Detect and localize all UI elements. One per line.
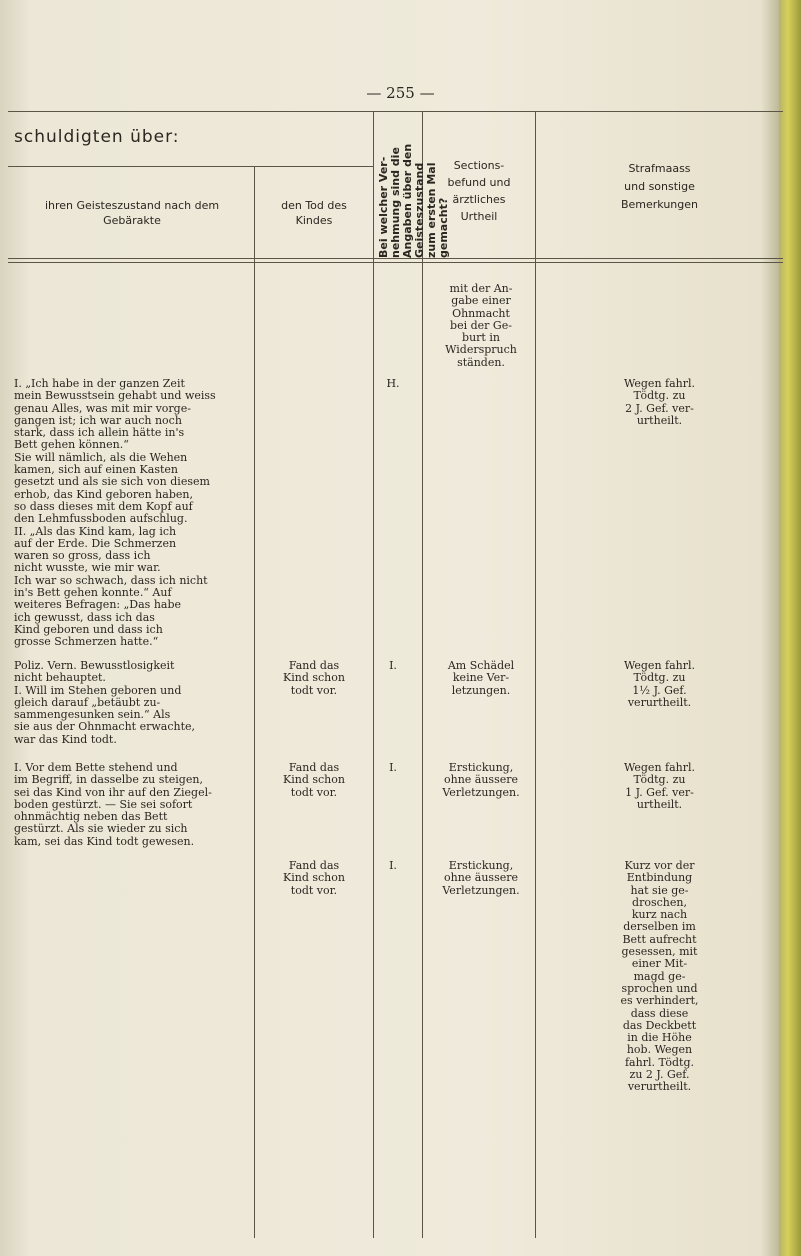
row3-strafe	[536, 762, 783, 811]
row1-state-line: auf der Erde. Die Schmerzen	[14, 536, 177, 550]
row0-sections-line: mit der An-	[449, 282, 513, 295]
row2-death	[255, 660, 373, 697]
row1-state	[14, 378, 216, 649]
row4-strafe-line: zu 2 J. Gef.	[629, 1068, 690, 1082]
row2-sections-line: Am Schädel	[447, 659, 515, 672]
row4-strafe-line: Bett aufrecht	[622, 932, 697, 946]
header-col4-line: befund und	[447, 176, 511, 189]
row0-sections-line: Widerspruch	[445, 343, 517, 357]
row1-state-line: weiteres Befragen: „Das habe	[14, 598, 182, 612]
header-col3-line: Geisteszustand	[413, 162, 426, 258]
row1-state-line: mein Bewusstsein gehabt und weiss	[14, 389, 216, 403]
col-divider-2	[373, 111, 374, 1238]
header-col4	[423, 157, 535, 225]
row1-state-line: grosse Schmerzen hatte.“	[14, 635, 159, 649]
row1-vernehmung: H.	[386, 377, 400, 390]
row4-strafe-line: droschen,	[632, 895, 687, 909]
row2-sections-line: letzungen.	[451, 683, 511, 697]
row1-state-line: so dass dieses mit dem Kopf auf	[14, 499, 193, 513]
row4-strafe-line: es verhindert,	[620, 994, 699, 1008]
row1-state-line: Bett gehen können.“	[14, 438, 129, 452]
row1-strafe-line: Wegen fahrl.	[623, 377, 696, 390]
row1-state-line: den Lehmfussboden aufschlug.	[14, 512, 188, 526]
row1-state-line: I. „Ich habe in der ganzen Zeit	[14, 377, 185, 390]
row4-strafe-line: hob. Wegen	[626, 1043, 693, 1057]
row2-state-line: nicht behauptet.	[14, 671, 106, 685]
row3-strafe-line: 1 J. Gef. ver-	[625, 785, 694, 799]
row3-state	[14, 762, 212, 848]
row2-state-line: sie aus der Ohnmacht erwachte,	[14, 720, 196, 734]
row1-strafe-line: Tödtg. zu	[633, 389, 686, 403]
header-col4-line: ärztliches	[452, 193, 506, 206]
row0-sections-line: bei der Ge-	[450, 318, 512, 332]
row1-state-line: Kind geboren und dass ich	[14, 622, 163, 636]
row3-sections-line: ohne äussere	[443, 773, 518, 787]
header-bottom-rule-2	[8, 262, 783, 263]
header-col4-line: Urtheil	[460, 210, 498, 223]
row4-strafe-line: das Deckbett	[622, 1018, 697, 1032]
col-divider-1	[254, 166, 255, 1238]
row4-strafe-line: Entbindung	[626, 871, 693, 885]
header-col5-line: und sonstige	[624, 180, 695, 193]
row3-strafe-line: urtheilt.	[636, 797, 683, 811]
row3-sections-line: Verletzungen.	[442, 785, 520, 799]
row0-sections-line: gabe einer	[451, 294, 511, 308]
row4-sections-line: ohne äussere	[443, 871, 518, 885]
row2-strafe	[536, 660, 783, 709]
header-col5-line: Bemerkungen	[620, 198, 699, 211]
row4-strafe-line: gesessen, mit	[621, 945, 698, 959]
row4-death-line: todt vor.	[290, 883, 338, 897]
row2-state-line: war das Kind todt.	[14, 732, 117, 746]
row4-strafe-line: derselben im	[623, 920, 696, 934]
row3-death-line: Fand das	[288, 761, 340, 774]
row3-sections-line: Erstickung,	[448, 761, 514, 774]
header-col5	[536, 160, 783, 214]
row3-strafe-line: Tödtg. zu	[633, 773, 686, 787]
row2-strafe-line: Wegen fahrl.	[623, 659, 696, 672]
row3-vernehmung: I.	[389, 761, 397, 774]
row2-strafe-line: verurtheilt.	[627, 695, 692, 709]
row2-sections-line: keine Ver-	[452, 671, 510, 685]
row3-death-line: Kind schon	[283, 773, 345, 787]
row3-state-line: kam, sei das Kind todt gewesen.	[14, 834, 195, 848]
row4-strafe	[536, 860, 783, 1094]
row2-death-line: todt vor.	[290, 683, 338, 697]
row4-strafe-line: in die Höhe	[627, 1031, 692, 1045]
row1-state-line: nicht wusste, wie mir war.	[14, 561, 161, 575]
table-top-rule	[8, 111, 783, 112]
row0-sections-line: burt in	[462, 331, 500, 345]
row2-death-line: Fand das	[288, 659, 340, 672]
row2-state-line: I. Will im Stehen geboren und	[14, 683, 182, 697]
row4-sections	[422, 860, 540, 897]
row4-sections-line: Verletzungen.	[442, 883, 520, 897]
row4-strafe-line: einer Mit-	[631, 957, 688, 971]
row1-strafe-line: urtheilt.	[636, 413, 683, 427]
row2-death-line: Kind schon	[283, 671, 345, 685]
header-col3-line: nehmung sind die	[389, 147, 402, 258]
row1-state-line: stark, dass ich allein hätte in's	[14, 426, 185, 440]
header-col1-top: schuldigten über:	[14, 127, 180, 147]
row4-strafe-line: kurz nach	[631, 908, 688, 922]
row1-strafe-line: 2 J. Gef. ver-	[625, 401, 694, 415]
header-bottom-rule	[8, 258, 783, 259]
header-col2: den Tod des Kindes	[281, 199, 347, 227]
row4-death-line: Kind schon	[283, 871, 345, 885]
row1-state-line: gangen ist; ich war auch noch	[14, 413, 182, 427]
row1-state-line: II. „Als das Kind kam, lag ich	[14, 524, 177, 538]
row4-strafe-line: dass diese	[630, 1006, 689, 1020]
header-col5-line: Strafmaass	[628, 162, 691, 175]
row2-strafe-line: 1½ J. Gef.	[632, 683, 687, 697]
row3-state-line: I. Vor dem Bette stehend und	[14, 761, 178, 774]
row0-sections-line: Ohnmacht	[452, 306, 510, 320]
row4-death-line: Fand das	[288, 859, 340, 872]
row4-vernehmung: I.	[389, 859, 397, 872]
header-col3-line: gemacht?	[437, 197, 450, 258]
row1-state-line: erhob, das Kind geboren haben,	[14, 487, 193, 501]
row3-state-line: boden gestürzt. — Sie sei sofort	[14, 797, 193, 811]
header-col1-bottom: ihren Geisteszustand nach dem Gebärakte	[44, 199, 220, 227]
row4-strafe-line: magd ge-	[633, 969, 686, 983]
row3-death-line: todt vor.	[290, 785, 338, 799]
row4-strafe-line: sprochen und	[621, 981, 698, 995]
header-col3-line: Angaben über den	[401, 143, 414, 258]
row3-state-line: sei das Kind von ihr auf den Ziegel-	[14, 785, 212, 799]
row2-state-line: Poliz. Vern. Bewusstlosigkeit	[14, 659, 175, 672]
row4-strafe-line: Kurz vor der	[624, 859, 695, 872]
row2-strafe-line: Tödtg. zu	[633, 671, 686, 685]
row2-sections	[422, 660, 540, 697]
row1-state-line: genau Alles, was mit mir vorge-	[14, 401, 191, 415]
row0-sections	[422, 283, 540, 369]
header-col3-line: zum ersten Mal	[425, 162, 438, 258]
row2-state-line: sammengesunken sein.“ Als	[14, 708, 171, 722]
page-number: — 255 —	[366, 84, 435, 102]
row1-state-line: ich gewusst, dass ich das	[14, 610, 155, 624]
row3-strafe-line: Wegen fahrl.	[623, 761, 696, 774]
row4-strafe-line: fahrl. Tödtg.	[624, 1055, 695, 1069]
row3-state-line: gestürzt. Als sie wieder zu sich	[14, 822, 188, 836]
row0-sections-line: ständen.	[457, 355, 505, 369]
row1-state-line: gesetzt und als sie sich von diesem	[14, 475, 210, 489]
row4-death	[255, 860, 373, 897]
row1-state-line: in's Bett gehen konnte.“ Auf	[14, 586, 172, 600]
row1-state-line: kamen, sich auf einen Kasten	[14, 463, 178, 477]
row4-strafe-line: hat sie ge-	[630, 883, 689, 897]
row2-state	[14, 660, 195, 746]
row3-state-line: ohnmächtig neben das Bett	[14, 810, 168, 824]
row3-sections	[422, 762, 540, 799]
row4-strafe-line: verurtheilt.	[627, 1080, 692, 1094]
row1-strafe	[536, 378, 783, 427]
header-col3-line: Bei welcher Ver-	[377, 156, 390, 258]
row1-state-line: waren so gross, dass ich	[14, 549, 151, 563]
row3-state-line: im Begriff, in dasselbe zu steigen,	[14, 773, 203, 787]
row3-death	[255, 762, 373, 799]
row2-vernehmung: I.	[389, 659, 397, 672]
row1-state-line: Ich war so schwach, dass ich nicht	[14, 573, 208, 587]
row2-state-line: gleich darauf „betäubt zu-	[14, 695, 161, 709]
header-col4-line: Sections-	[453, 159, 505, 172]
row1-state-line: Sie will nämlich, als die Wehen	[14, 450, 188, 464]
header-sub-rule	[8, 166, 373, 167]
row4-sections-line: Erstickung,	[448, 859, 514, 872]
